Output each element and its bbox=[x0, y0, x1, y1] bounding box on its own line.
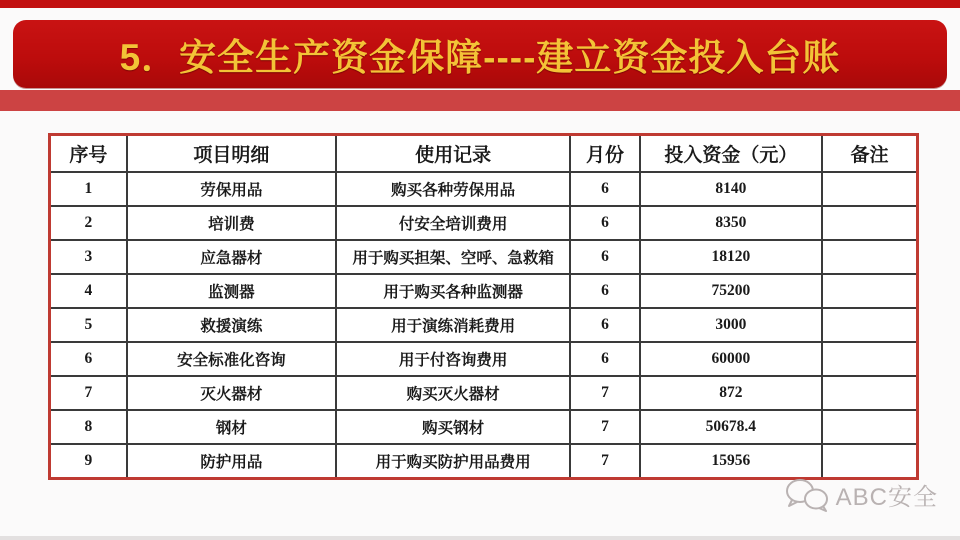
table-cell: 18120 bbox=[640, 240, 822, 274]
table-cell: 付安全培训费用 bbox=[336, 206, 570, 240]
table-cell: 3000 bbox=[640, 308, 822, 342]
table-cell: 培训费 bbox=[127, 206, 336, 240]
table-cell: 6 bbox=[570, 308, 639, 342]
top-red-strip bbox=[0, 0, 960, 8]
fund-ledger-table bbox=[48, 133, 919, 480]
table-row bbox=[50, 376, 918, 410]
table-row bbox=[50, 342, 918, 376]
table-cell: 9 bbox=[50, 444, 127, 479]
table-row bbox=[50, 308, 918, 342]
table-cell: 劳保用品 bbox=[127, 172, 336, 206]
column-header: 备注 bbox=[822, 135, 918, 172]
column-header: 序号 bbox=[50, 135, 127, 172]
column-header: 月份 bbox=[570, 135, 639, 172]
table-cell: 75200 bbox=[640, 274, 822, 308]
column-header: 项目明细 bbox=[127, 135, 336, 172]
column-header: 投入资金（元） bbox=[640, 135, 822, 172]
table-cell: 救援演练 bbox=[127, 308, 336, 342]
table-cell: 6 bbox=[570, 206, 639, 240]
table-cell: 6 bbox=[50, 342, 127, 376]
chat-bubbles-icon bbox=[785, 478, 831, 512]
table-cell: 7 bbox=[570, 444, 639, 479]
table-cell: 7 bbox=[570, 376, 639, 410]
table-cell: 3 bbox=[50, 240, 127, 274]
table-cell bbox=[822, 410, 918, 444]
header-row bbox=[50, 135, 918, 172]
table-row bbox=[50, 410, 918, 444]
table-cell: 15956 bbox=[640, 444, 822, 479]
table-cell: 1 bbox=[50, 172, 127, 206]
table-cell bbox=[822, 342, 918, 376]
table-row bbox=[50, 172, 918, 206]
table-cell: 应急器材 bbox=[127, 240, 336, 274]
table-cell: 8 bbox=[50, 410, 127, 444]
table-cell bbox=[822, 240, 918, 274]
table-cell bbox=[822, 444, 918, 479]
table-cell: 8140 bbox=[640, 172, 822, 206]
table-cell bbox=[822, 172, 918, 206]
ribbon-band bbox=[0, 90, 960, 111]
table-cell: 购买灭火器材 bbox=[336, 376, 570, 410]
table-cell: 2 bbox=[50, 206, 127, 240]
table-cell: 防护用品 bbox=[127, 444, 336, 479]
table-cell: 6 bbox=[570, 172, 639, 206]
table-cell: 灭火器材 bbox=[127, 376, 336, 410]
table-cell: 用于付咨询费用 bbox=[336, 342, 570, 376]
table-row bbox=[50, 274, 918, 308]
table-cell: 用于购买各种监测器 bbox=[336, 274, 570, 308]
table-cell bbox=[822, 376, 918, 410]
table-cell: 50678.4 bbox=[640, 410, 822, 444]
watermark bbox=[785, 477, 938, 512]
table-cell: 60000 bbox=[640, 342, 822, 376]
table-cell bbox=[822, 274, 918, 308]
table-cell: 监测器 bbox=[127, 274, 336, 308]
table-cell: 购买各种劳保用品 bbox=[336, 172, 570, 206]
table-row bbox=[50, 444, 918, 479]
table-cell: 购买钢材 bbox=[336, 410, 570, 444]
table-header bbox=[50, 135, 918, 172]
table-cell: 用于购买防护用品费用 bbox=[336, 444, 570, 479]
table-cell bbox=[822, 206, 918, 240]
table-cell: 5 bbox=[50, 308, 127, 342]
table-cell bbox=[822, 308, 918, 342]
table-cell: 钢材 bbox=[127, 410, 336, 444]
table-row bbox=[50, 206, 918, 240]
title-banner bbox=[13, 20, 947, 88]
table-cell: 用于演练消耗费用 bbox=[336, 308, 570, 342]
table-cell: 8350 bbox=[640, 206, 822, 240]
table-row bbox=[50, 240, 918, 274]
table-cell: 6 bbox=[570, 342, 639, 376]
table-cell: 安全标准化咨询 bbox=[127, 342, 336, 376]
table-cell: 6 bbox=[570, 240, 639, 274]
table-cell: 7 bbox=[50, 376, 127, 410]
table-cell: 872 bbox=[640, 376, 822, 410]
slide-title: 5．安全生产资金保障----建立资金投入台账 bbox=[119, 37, 841, 78]
bottom-edge-divider bbox=[0, 536, 960, 540]
table-cell: 4 bbox=[50, 274, 127, 308]
table-cell: 6 bbox=[570, 274, 639, 308]
watermark-label: ABC安全 bbox=[835, 484, 938, 511]
table-cell: 7 bbox=[570, 410, 639, 444]
column-header: 使用记录 bbox=[336, 135, 570, 172]
table-cell: 用于购买担架、空呼、急救箱 bbox=[336, 240, 570, 274]
